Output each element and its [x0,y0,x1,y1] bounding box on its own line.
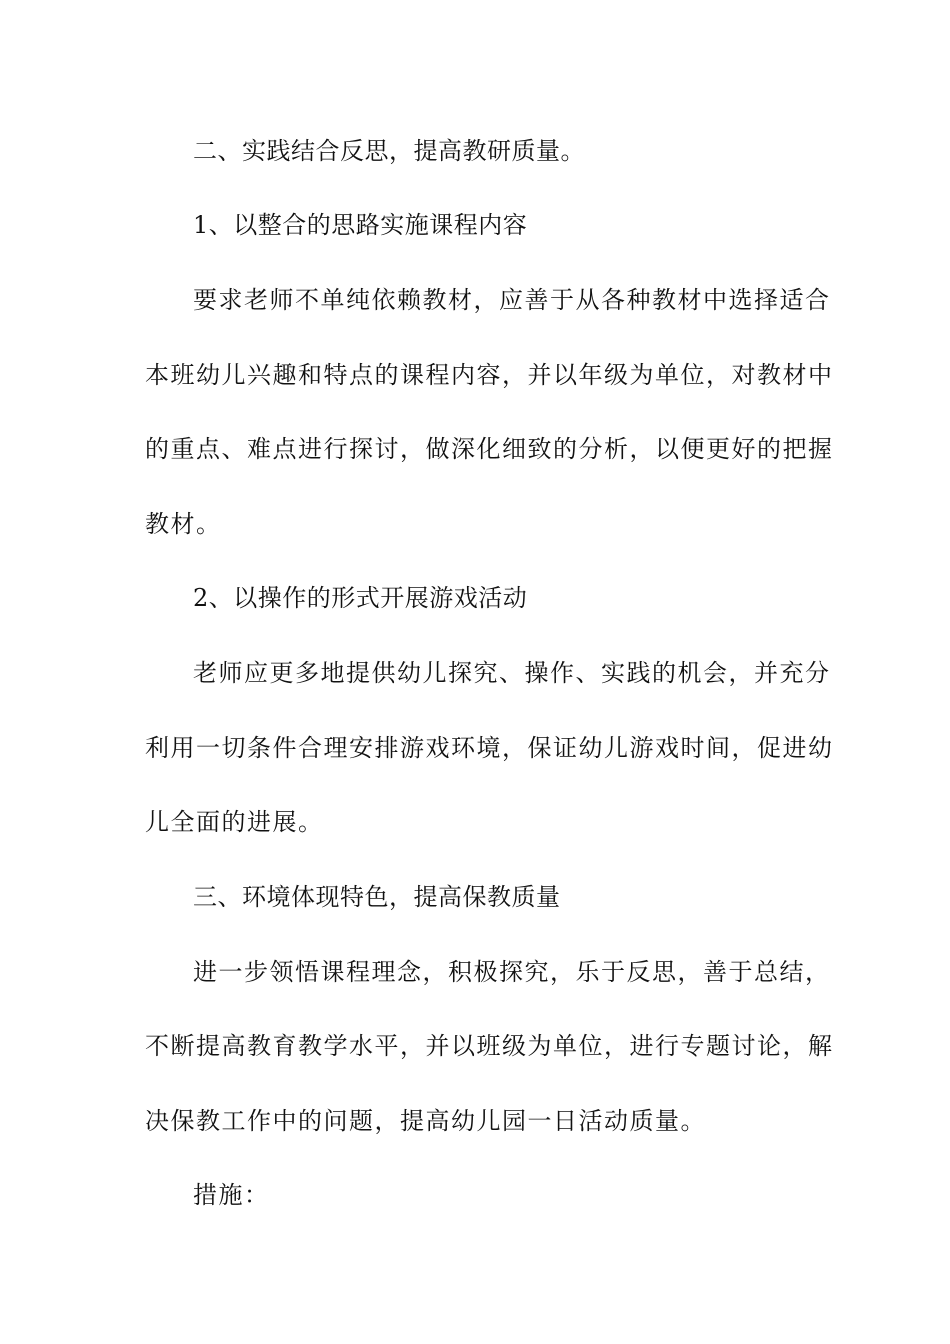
subsection-heading-2: 2、以操作的形式开展游戏活动 [193,584,528,612]
paragraph-line: 进一步领悟课程理念，积极探究，乐于反思，善于总结， [193,958,831,986]
paragraph-line: 的重点、难点进行探讨，做深化细致的分析，以便更好的把握 [145,435,834,463]
paragraph-line: 决保教工作中的问题，提高幼儿园一日活动质量。 [145,1107,706,1135]
paragraph-line: 利用一切条件合理安排游戏环境，保证幼儿游戏时间，促进幼 [145,734,834,762]
paragraph-line: 老师应更多地提供幼儿探究、操作、实践的机会，并充分 [193,659,831,687]
paragraph-line: 要求老师不单纯依赖教材，应善于从各种教材中选择适合 [193,286,831,314]
section-heading-2: 二、实践结合反思，提高教研质量。 [193,137,585,165]
paragraph-line: 教材。 [145,510,222,538]
paragraph-line: 不断提高教育教学水平，并以班级为单位，进行专题讨论，解 [145,1032,834,1060]
section-heading-3: 三、环境体现特色，提高保教质量 [193,883,561,911]
subsection-heading-1: 1、以整合的思路实施课程内容 [193,211,528,239]
paragraph-line: 本班幼儿兴趣和特点的课程内容，并以年级为单位，对教材中 [145,361,834,389]
paragraph-line: 儿全面的进展。 [145,808,324,836]
measures-label: 措施： [193,1181,270,1209]
